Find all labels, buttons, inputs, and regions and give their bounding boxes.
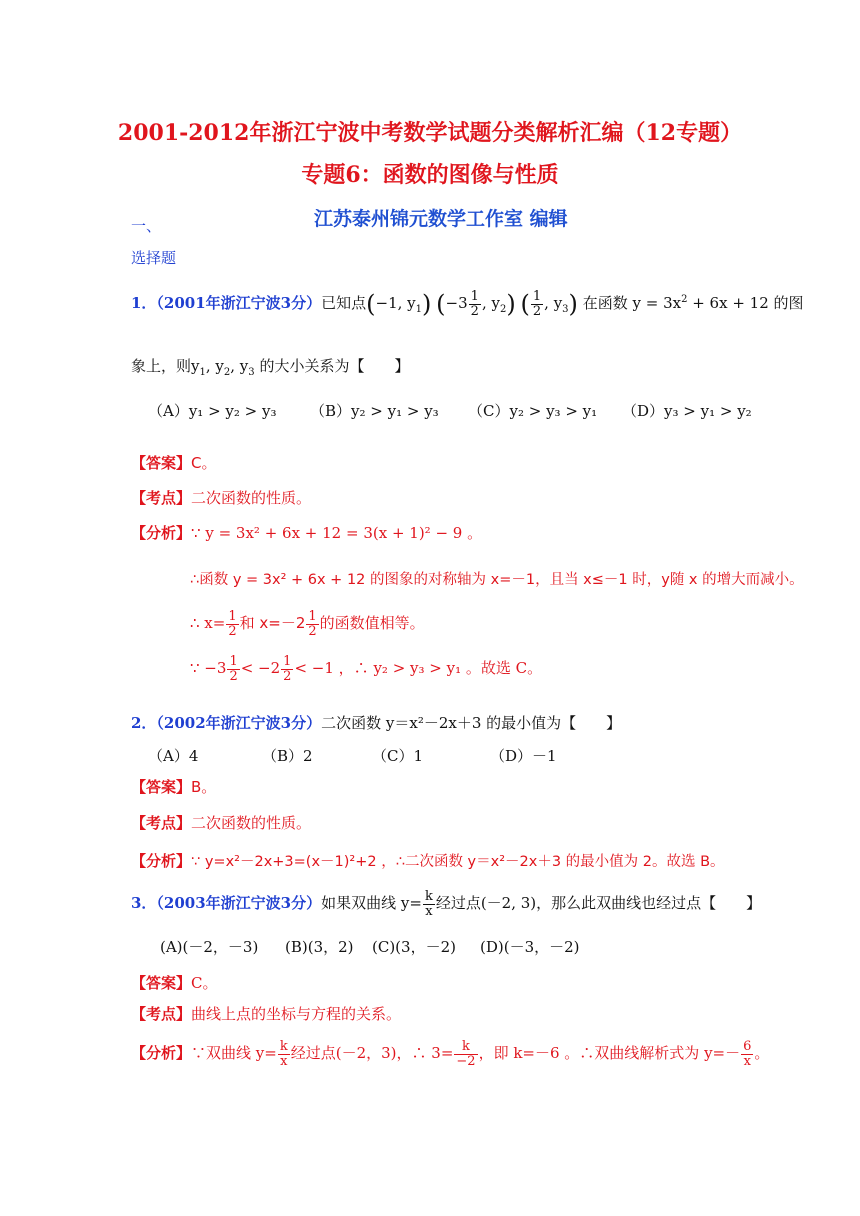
question-1-option-d: （D）y₃ > y₁ > y₂ xyxy=(622,402,752,420)
question-1-analysis-line3: ∴ x= $\frac{1}{2}$ 和 x=－2 $\frac{1}{2}$ 的函数值相等。 xyxy=(190,609,425,639)
question-2-analysis: 【分析】∵ y=x²－2x+3=(x－1)²+2 ，∴二次函数 y＝x²－2x＋3 的最小值为 2。故选 B。 xyxy=(131,852,725,870)
question-1-analysis-line2: ∴函数 y = 3x² + 6x + 12 的图象的对称轴为 x=－1，且当 x≤－1 时，y随 x 的增大而减小。 xyxy=(190,572,804,588)
fraction: $\frac{1}{2}$ xyxy=(532,289,542,319)
question-2-option-d: （D）－1 xyxy=(490,747,557,765)
question-2-option-a: （A）4 xyxy=(148,747,199,765)
question-3-stem: 3．（2003年浙江宁波3分）如果双曲线 y= $\frac{k}{x}$ 经过点(－2, 3)，那么此双曲线也经过点【 】 xyxy=(131,889,762,919)
question-1-option-b: （B）y₂ > y₁ > y₃ xyxy=(310,402,439,420)
question-1-option-c: （C）y₂ > y₃ > y₁ xyxy=(468,402,598,420)
question-1-stem: 1．（2001年浙江宁波3分）已知点(−1, $y_1$) (−3 $\frac{1}{2}$ , $y_2$) ( $\frac{1}{2}$ , $y_3$) 在函数 $y = 3x^2 + 6x + 12$ 的图 xyxy=(131,289,804,319)
question-1-analysis-line4: ∵ −3 $\frac{1}{2}$ < −2 $\frac{1}{2}$ < −1 ，∴ y₂ > y₃ > y₁ 。故选 C。 xyxy=(190,654,543,684)
question-3-option-d: (D)(－3，－2) xyxy=(480,938,580,956)
question-1-answer: 【答案】C。 xyxy=(131,454,217,472)
question-1-head: 1．（2001年浙江宁波3分） xyxy=(131,294,322,313)
editor-credit: 江苏泰州锦元数学工作室 编辑 xyxy=(314,208,568,230)
question-2-stem: 2．（2002年浙江宁波3分）二次函数 y＝x²－2x＋3 的最小值为【 】 xyxy=(131,714,622,732)
question-3-analysis: 【分析】∵双曲线 y= $\frac{k}{x}$ 经过点(－2，3)，∴ 3= $\frac{k}{-2}$ ，即 k=－6 。∴双曲线解析式为 y=－ $\frac{6}{x}$ 。 xyxy=(131,1039,770,1069)
question-2-option-b: （B）2 xyxy=(262,747,313,765)
question-2-point: 【考点】二次函数的性质。 xyxy=(131,814,312,832)
question-1-option-a: （A）y₁ > y₂ > y₃ xyxy=(148,402,277,420)
document-subtitle: 专题6：函数的图像与性质 xyxy=(301,162,559,188)
question-2-answer: 【答案】B。 xyxy=(131,778,217,796)
question-3-option-a: (A)(－2，－3) xyxy=(160,938,259,956)
question-3-point: 【考点】曲线上点的坐标与方程的关系。 xyxy=(131,1005,402,1023)
question-1-text: 的图 xyxy=(773,294,804,313)
question-1-point: 【考点】二次函数的性质。 xyxy=(131,489,312,507)
question-1-text: 已知点 xyxy=(321,294,367,313)
question-3-option-b: (B)(3，2) xyxy=(285,938,354,956)
question-3-answer: 【答案】C。 xyxy=(131,974,218,992)
section-name: 选择题 xyxy=(131,249,177,267)
question-2-head: 2．（2002年浙江宁波3分） xyxy=(131,714,322,732)
document-title: 2001-2012年浙江宁波中考数学试题分类解析汇编（12专题） xyxy=(117,120,743,146)
question-1-stem-line2: 象上，则$y_1$, $y_2$, $y_3$ 的大小关系为【 】 xyxy=(131,357,410,378)
question-2-option-c: （C）1 xyxy=(372,747,424,765)
question-3-head: 3．（2003年浙江宁波3分） xyxy=(131,894,322,913)
fraction: $\frac{1}{2}$ xyxy=(470,289,479,319)
question-1-analysis: 【分析】∵ y = 3x² + 6x + 12 = 3(x + 1)² − 9 。 xyxy=(131,524,483,542)
question-3-option-c: (C)(3，－2) xyxy=(372,938,456,956)
question-1-text: 在函数 xyxy=(582,294,628,313)
section-number: 一、 xyxy=(131,217,162,235)
